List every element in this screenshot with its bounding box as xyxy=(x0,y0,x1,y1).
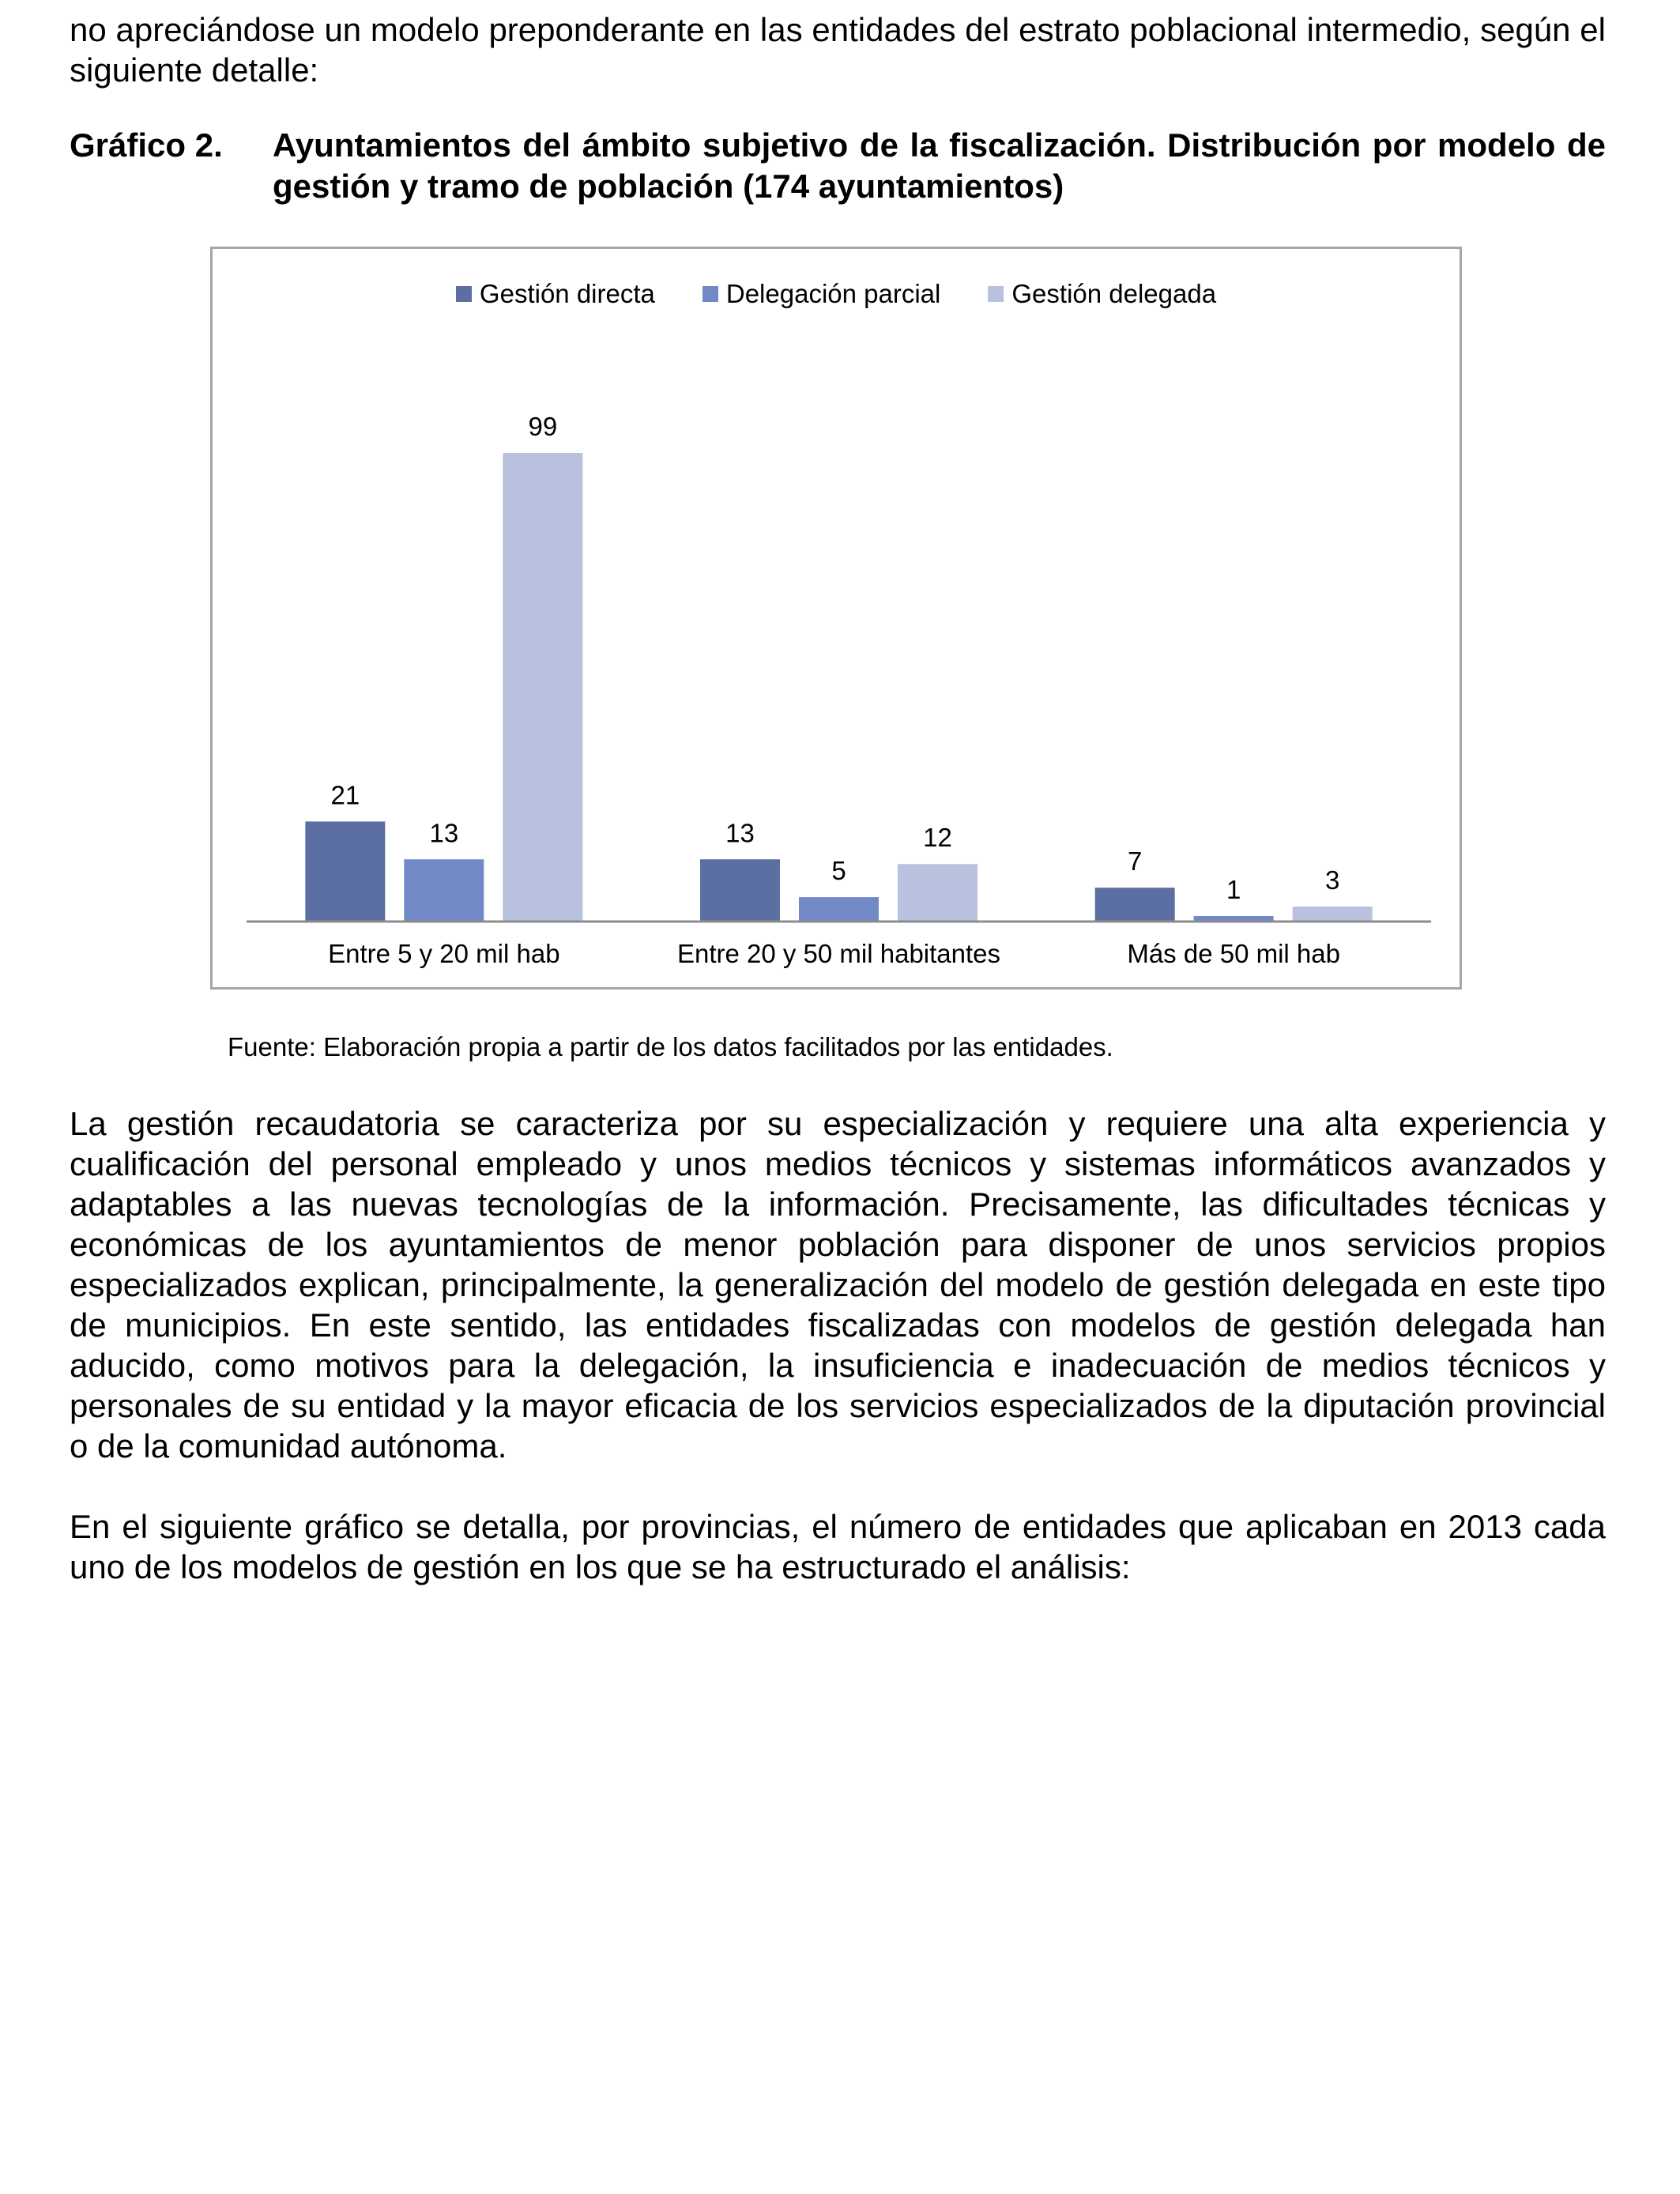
data-label: 5 xyxy=(831,856,846,886)
body-paragraph-1: La gestión recaudatoria se caracteriza por su especialización y requiere una alta experiencia y cualificación del personal empleado y unos medios técnicos y sistemas informáticos avanzados y adaptables a las nuevas tecnologías de la información. Precisamente, las dificultades técnicas y económicas de los ayuntamientos de menor población para disponer de unos servicios propios especializados explican, principalmente, la generalización del modelo de gestión delegada en este tipo de municipios. En este sentido, las entidades fiscalizadas con modelos de gestión delegada han aducido, como motivos para la delegación, la insuficiencia e inadecuación de medios técnicos y personales de su entidad y la mayor eficacia de los servicios especializados de la diputación provincial o de la comunidad autónoma. xyxy=(70,1105,1606,1465)
x-tick-label: Entre 20 y 50 mil habitantes xyxy=(676,939,1001,968)
bar-chart xyxy=(210,247,1462,990)
bar xyxy=(503,453,582,921)
bar xyxy=(305,821,385,921)
chart-plot xyxy=(213,249,1460,987)
bar xyxy=(898,864,977,921)
bar xyxy=(1293,907,1373,921)
body-paragraph-2: En el siguiente gráfico se detalla, por provincias, el número de entidades que aplicaban en 2013 cada uno de los modelos de gestión en los que se ha estructurado el análisis: xyxy=(70,1508,1606,1585)
legend-label: Gestión delegada xyxy=(1011,279,1217,308)
data-label: 3 xyxy=(1324,865,1340,895)
caption-label: Gráfico 2. xyxy=(70,126,223,164)
x-tick-label: Entre 5 y 20 mil hab xyxy=(328,939,560,968)
data-label: 7 xyxy=(1127,846,1143,876)
bar xyxy=(1095,888,1175,921)
caption-title: Ayuntamientos del ámbito subjetivo de la fiscalización. Distribución por modelo de gestión y tramo de población (174 ayuntamientos) xyxy=(273,126,1606,205)
data-label: 13 xyxy=(429,818,459,848)
figure-source: Fuente: Elaboración propia a partir de los datos facilitados por las entidades. xyxy=(228,1032,1113,1061)
data-label: 12 xyxy=(923,823,952,853)
intro-paragraph: no apreciándose un modelo preponderante en las entidades del estrato poblacional intermedio, según el siguiente detalle: xyxy=(70,11,1606,89)
bar xyxy=(404,859,484,921)
data-label: 13 xyxy=(725,818,755,848)
bar xyxy=(700,859,780,921)
data-label: 21 xyxy=(330,780,360,810)
data-label: 99 xyxy=(528,412,558,441)
data-label: 1 xyxy=(1226,875,1241,905)
bar xyxy=(1194,916,1274,921)
legend-label: Delegación parcial xyxy=(725,279,941,308)
legend-label: Gestión directa xyxy=(479,279,655,308)
x-tick-label: Más de 50 mil hab xyxy=(1127,939,1340,968)
bar xyxy=(799,897,879,921)
